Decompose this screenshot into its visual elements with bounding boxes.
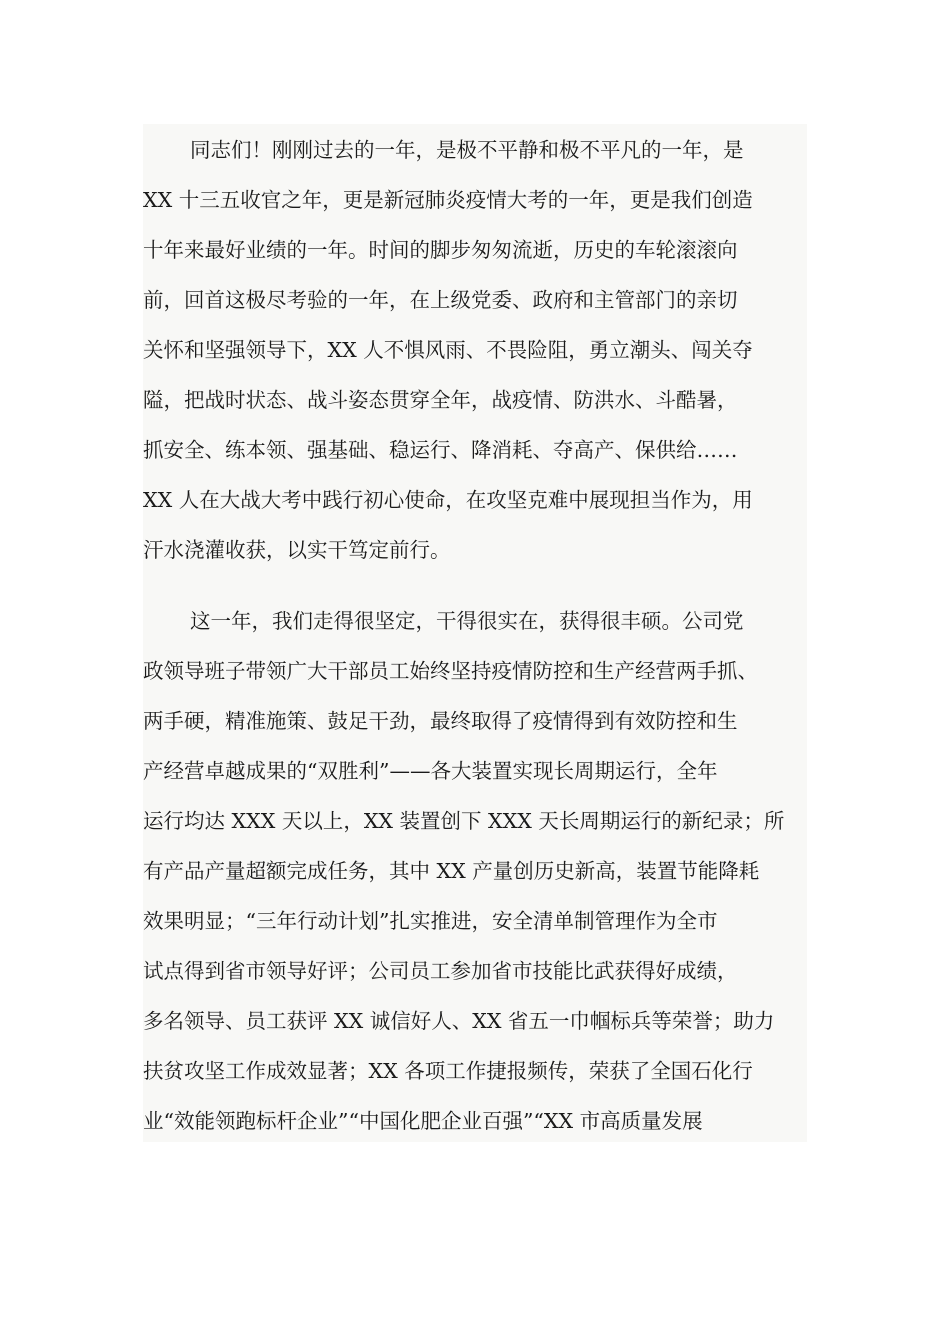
text-line: 多名领导、员工获评 XX 诚信好人、XX 省五一巾帼标兵等荣誉；助力 bbox=[143, 1009, 775, 1033]
text-line: XX 十三五收官之年，更是新冠肺炎疫情大考的一年，更是我们创造 bbox=[143, 188, 753, 212]
text-line: 这一年，我们走得很坚定，干得很实在，获得很丰硕。公司党 bbox=[190, 609, 744, 633]
text-line: XX 人在大战大考中践行初心使命，在攻坚克难中展现担当作为，用 bbox=[143, 488, 753, 512]
text-line: 同志们！刚刚过去的一年，是极不平静和极不平凡的一年，是 bbox=[190, 138, 744, 162]
text-line: 前，回首这极尽考验的一年，在上级党委、政府和主管部门的亲切 bbox=[143, 288, 738, 312]
text-line: 有产品产量超额完成任务，其中 XX 产量创历史新高，装置节能降耗 bbox=[143, 859, 760, 883]
text-line: 隘，把战时状态、战斗姿态贯穿全年，战疫情、防洪水、斗酷暑， bbox=[143, 388, 738, 412]
text-line: 运行均达 XXX 天以上，XX 装置创下 XXX 天长周期运行的新纪录；所 bbox=[143, 809, 785, 833]
text-line: 效果明显；“三年行动计划”扎实推进，安全清单制管理作为全市 bbox=[143, 909, 718, 933]
text-line: 两手硬，精准施策、鼓足干劲，最终取得了疫情得到有效防控和生 bbox=[143, 709, 738, 733]
text-line: 产经营卓越成果的“双胜利”——各大装置实现长周期运行，全年 bbox=[143, 759, 718, 783]
text-line: 关怀和坚强领导下，XX 人不惧风雨、不畏险阻，勇立潮头、闯关夺 bbox=[143, 338, 753, 362]
text-line: 抓安全、练本领、强基础、稳运行、降消耗、夺高产、保供给…… bbox=[143, 438, 738, 462]
text-line: 汗水浇灌收获，以实干笃定前行。 bbox=[143, 538, 451, 562]
text-line: 试点得到省市领导好评；公司员工参加省市技能比武获得好成绩， bbox=[143, 959, 738, 983]
text-line: 十年来最好业绩的一年。时间的脚步匆匆流逝，历史的车轮滚滚向 bbox=[143, 238, 738, 262]
document-text-block bbox=[143, 124, 807, 1142]
text-line: 扶贫攻坚工作成效显著；XX 各项工作捷报频传，荣获了全国石化行 bbox=[143, 1059, 753, 1083]
text-line: 政领导班子带领广大干部员工始终坚持疫情防控和生产经营两手抓、 bbox=[143, 659, 758, 683]
text-line: 业“效能领跑标杆企业”“中国化肥企业百强”“XX 市高质量发展 bbox=[143, 1109, 703, 1133]
